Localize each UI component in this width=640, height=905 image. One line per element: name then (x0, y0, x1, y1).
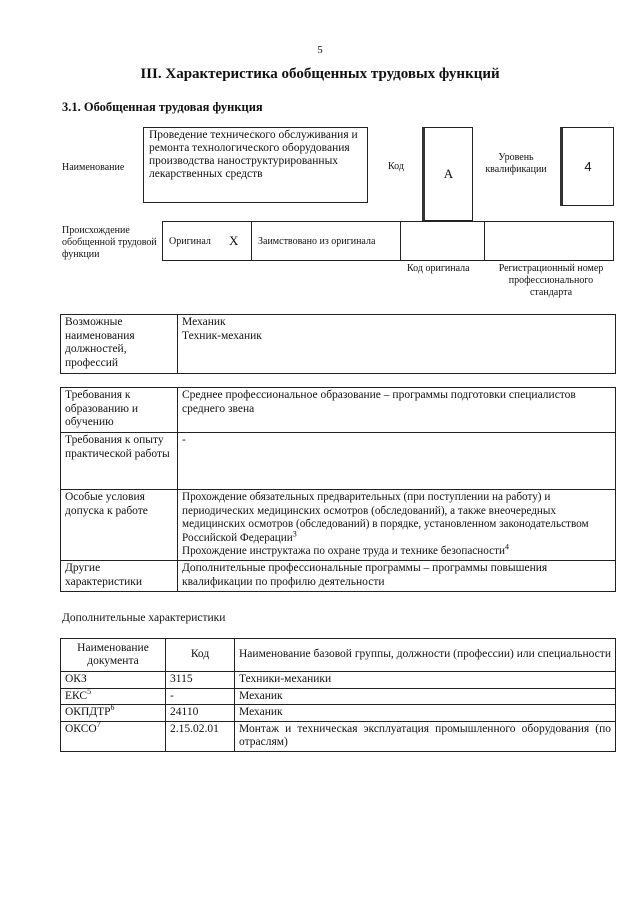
req-value: - (178, 433, 616, 490)
original-mark: X (229, 233, 239, 248)
doc-text: ЕКС (65, 689, 88, 702)
requirements-table (60, 387, 616, 592)
name-label: Наименование (62, 162, 125, 173)
name-cell: Механик (235, 705, 616, 722)
table-row (61, 688, 616, 705)
name-cell: Механик (235, 688, 616, 705)
position-item: Механик (182, 316, 226, 328)
footnote-ref: 5 (87, 686, 92, 696)
extra-table (60, 638, 616, 752)
footnote-ref: 6 (110, 703, 115, 713)
req-text: Прохождение инструктажа по охране труда и технике безопасности (182, 545, 505, 557)
doc-cell (61, 721, 166, 751)
req-value (178, 490, 616, 561)
req-value: Дополнительные профессиональные программы – программы повышения квалификации по профилю деятельности (178, 561, 616, 592)
table-row (61, 705, 616, 722)
code-cell: 2.15.02.01 (166, 721, 235, 751)
code-cell: 3115 (166, 672, 235, 689)
divider (400, 222, 401, 260)
footnote-ref: 4 (504, 542, 509, 552)
code-original-label: Код оригинала (407, 263, 470, 274)
doc-cell: ОКЗ (61, 672, 166, 689)
positions-values (178, 315, 616, 374)
footnote-ref: 7 (96, 719, 101, 729)
code-value: A (422, 127, 473, 221)
code-cell: - (166, 688, 235, 705)
divider (251, 222, 252, 260)
doc-cell (61, 688, 166, 705)
req-label: Другие характеристики (61, 561, 178, 592)
header-cell: Наименование документа (61, 639, 166, 672)
req-label: Требования к опыту практической работы (61, 433, 178, 490)
original-label: Оригинал (169, 236, 211, 247)
req-value: Среднее профессиональное образование – программы подготовки специалистов среднего звена (178, 388, 616, 433)
positions-label: Возможные наименования должностей, профессий (61, 315, 178, 374)
borrowed-label: Заимствовано из оригинала (258, 236, 376, 247)
position-item: Техник-механик (182, 329, 262, 342)
req-label: Требования к образованию и обучению (61, 388, 178, 433)
origin-label: Происхождение обобщенной трудовой функции (62, 225, 157, 260)
reg-number-label: Регистрационный номер профессионального стандарта (498, 263, 604, 298)
footnote-ref: 3 (292, 528, 297, 538)
origin-box (162, 221, 614, 261)
extra-title: Дополнительные характеристики (62, 612, 226, 624)
table-row (61, 721, 616, 751)
doc-text: ОКСО (65, 722, 97, 735)
req-text: Прохождение обязательных предварительных (при поступлении на работу) и периодических медицинских осмотров (обследований), а также внеочередных медицинских осмотров (обследований) в порядке, установленном законодательством Российской Федерации (182, 491, 589, 544)
name-cell: Техники-механики (235, 672, 616, 689)
function-name-value: Проведение технического обслуживания и ремонта технологического оборудования производства наноструктурированных лекарственных средств (143, 127, 368, 203)
page-number: 5 (317, 44, 323, 56)
code-cell: 24110 (166, 705, 235, 722)
req-label: Особые условия допуска к работе (61, 490, 178, 561)
doc-cell (61, 705, 166, 722)
subsection-title: 3.1. Обобщенная трудовая функция (62, 100, 263, 114)
level-label: Уровень квалификации (485, 152, 547, 175)
positions-table (60, 314, 616, 374)
section-title: III. Характеристика обобщенных трудовых функций (140, 66, 500, 82)
header-cell: Наименование базовой группы, должности (профессии) или специальности (235, 639, 616, 672)
divider (484, 222, 485, 260)
header-cell: Код (166, 639, 235, 672)
level-value: 4 (560, 127, 614, 206)
code-label: Код (388, 161, 404, 172)
table-row (61, 672, 616, 689)
doc-text: ОКПДТР (65, 706, 111, 718)
name-cell: Монтаж и техническая эксплуатация промышленного оборудования (по отраслям) (235, 721, 616, 751)
